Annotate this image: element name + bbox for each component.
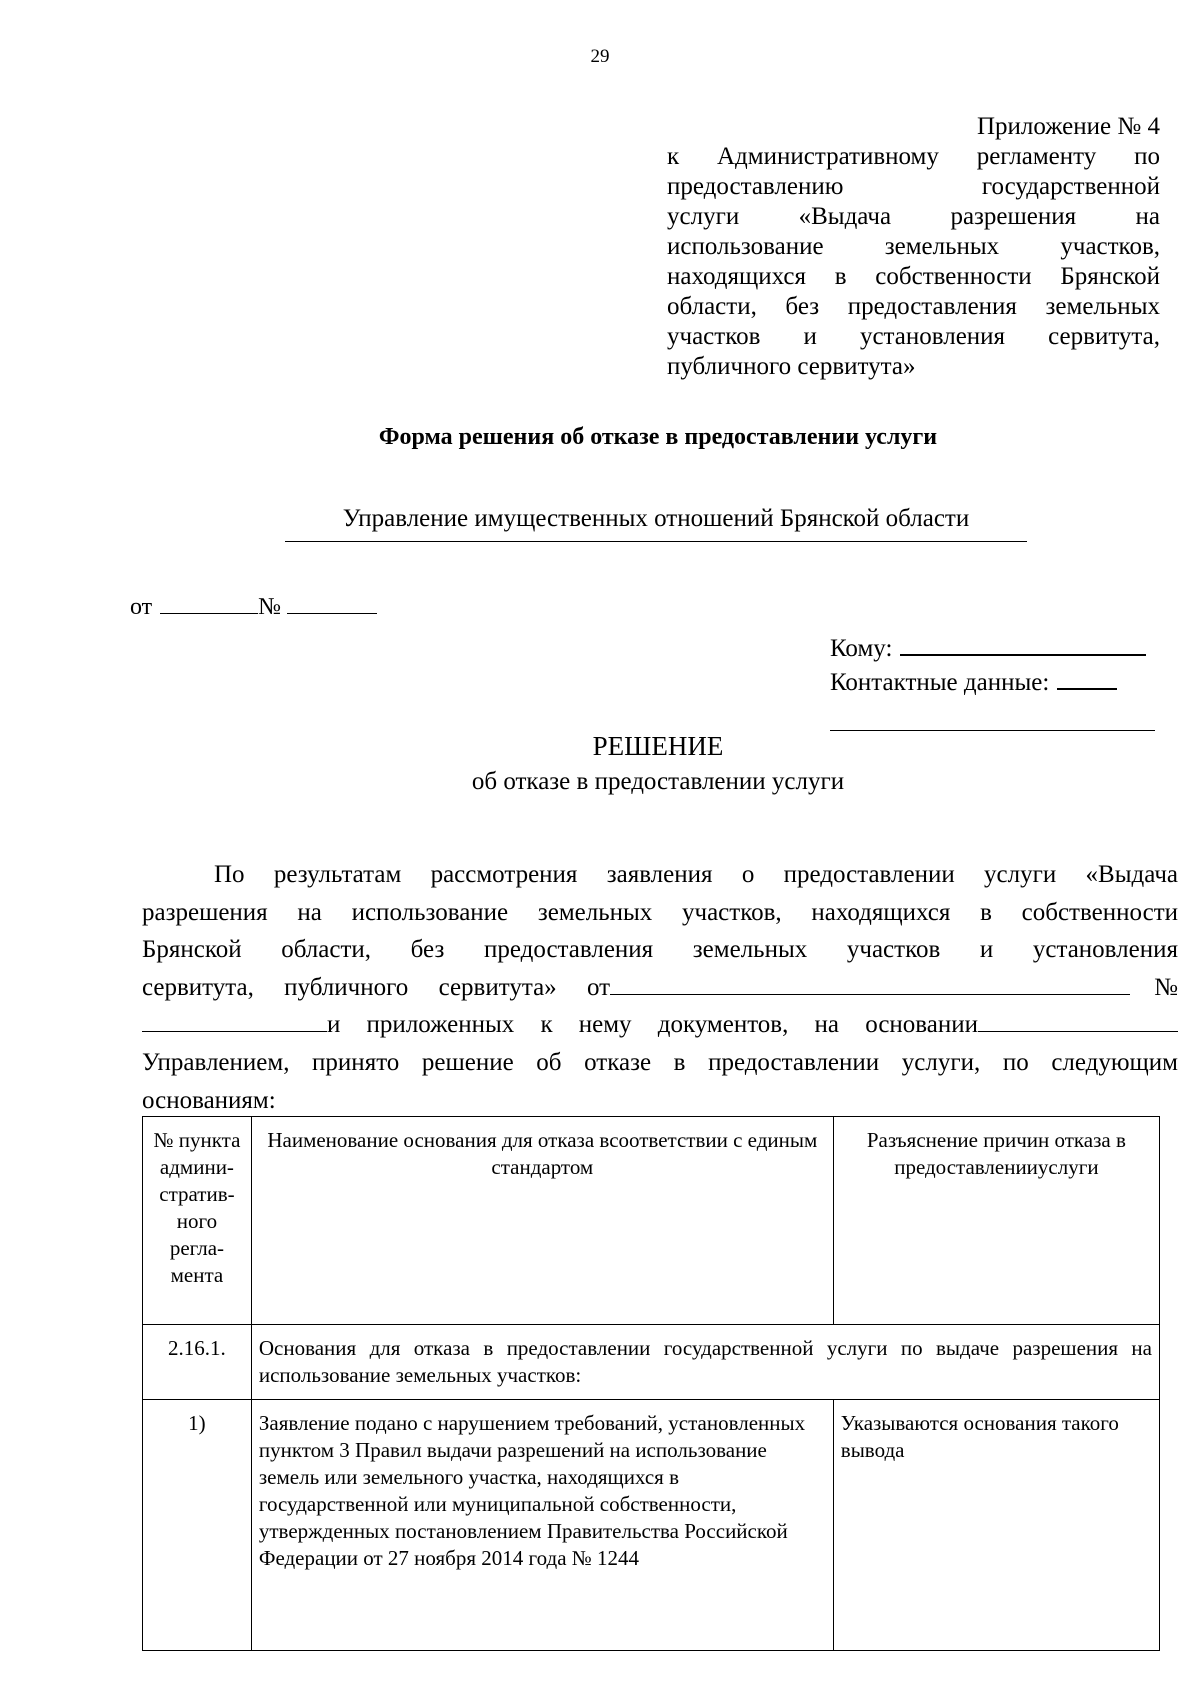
header-cell: № пункта админи-стратив-ного регла-мента [143,1117,252,1325]
body-text: и приложенных к нему документов, на основании [327,1011,978,1039]
body-line: Брянской области, без предоставления земельных участков и установления [142,936,1178,964]
appendix-line: использование земельных участков, [667,233,1160,260]
appendix-line: предоставлению государственной [667,173,1160,200]
from-label: от [130,594,153,620]
appendix-line: области, без предоставления земельных [667,293,1160,320]
row-ground-cell: Заявление подано с нарушением требований, установленных пунктом 3 Правил выдачи разрешений на использование земель или земельного участка, находящихся в государственной или муниципальной собственности, утвержденных постановлением Правительства Российской Федерации от 27 ноября 2014 года № 1244 [251,1400,833,1651]
contacts-label: Контактные данные: [830,669,1050,696]
body-line [142,969,1178,1007]
body-text: сервитута, публичного сервитута» от [142,973,611,1001]
appendix-line: услуги «Выдача разрешения на [667,203,1160,230]
table-header-row [143,1117,1160,1325]
page-number: 29 [590,46,610,67]
header-cell: Наименование основания для отказа всоответствии с единым стандартом [251,1117,833,1325]
to-blank[interactable] [900,632,1146,656]
appendix-line: к Административному регламенту по [667,143,1160,170]
table-row [143,1400,1160,1651]
appendix-line: публичного сервитута» [667,353,916,380]
appendix-number: Приложение № 4 [976,113,1160,140]
decision-heading [0,728,1200,800]
body-line: Управлением, принято решение об отказе в предоставлении услуги, по следующим [142,1048,1178,1076]
basis-blank[interactable] [978,1007,1178,1032]
section-number-cell: 2.16.1. [143,1325,252,1400]
form-title: Форма решения об отказе в предоставлении услуги [378,424,938,450]
body-paragraph [142,856,1178,1119]
row-explanation-cell: Указываются основания такого вывода [833,1400,1159,1651]
application-date-blank[interactable] [610,970,1130,995]
refusal-grounds-table [142,1116,1160,1651]
decision-title: РЕШЕНИЕ [592,731,724,761]
appendix-line: находящихся в собственности Брянской [667,263,1160,290]
decision-subtitle: об отказе в предоставлении услуги [471,768,845,795]
body-line: разрешения на использование земельных участков, находящихся в собственности [142,898,1178,926]
body-text: № [1130,973,1178,1001]
application-number-blank[interactable] [142,1007,327,1032]
date-number-line [130,593,377,621]
body-line: По результатам рассмотрения заявления о предоставлении услуги «Выдача [214,861,1178,888]
date-blank[interactable] [160,593,258,614]
row-number-cell: 1) [143,1400,252,1651]
header-cell: Разъяснение причин отказа в предоставленииуслуги [833,1117,1159,1325]
number-blank[interactable] [287,593,377,614]
recipient-block [830,632,1155,731]
table-section-row [143,1325,1160,1400]
appendix-block [667,112,1160,382]
section-text-cell: Основания для отказа в предоставлении государственной услуги по выдаче разрешения на использование земельных участков: [251,1325,1159,1400]
number-label: № [258,594,282,620]
contacts-blank[interactable] [1057,666,1117,690]
body-line: основаниям: [142,1086,276,1114]
body-line [142,1006,1178,1044]
contacts-blank-line[interactable] [830,700,1155,731]
organization-name: Управление имущественных отношений Брянской области [285,505,1027,542]
appendix-line: участков и установления сервитута, [667,323,1160,350]
to-label: Кому: [830,635,893,662]
